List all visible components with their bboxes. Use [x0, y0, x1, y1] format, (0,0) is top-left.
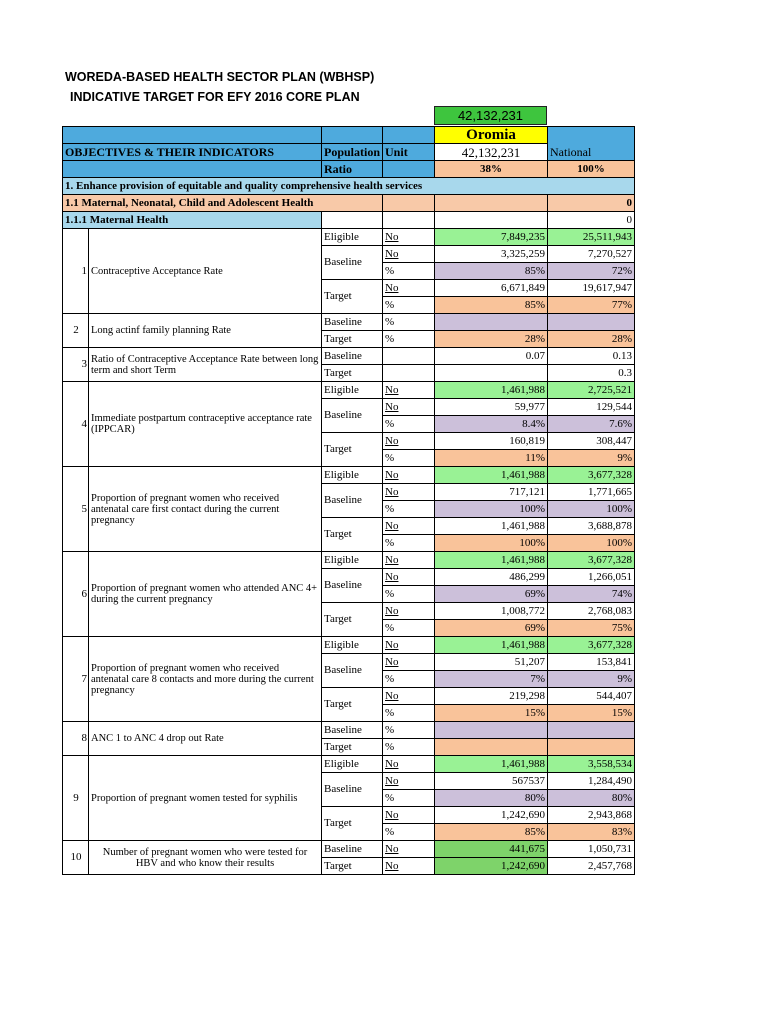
unit-no: No: [383, 773, 435, 790]
unit-pct: %: [383, 297, 435, 314]
unit-pct: %: [383, 263, 435, 280]
baseline-label: Baseline: [322, 399, 383, 433]
indicator-4-number: 4: [63, 382, 89, 467]
value-cell: 1,266,051: [548, 569, 635, 586]
value-cell: 7%: [435, 671, 548, 688]
value-cell: 1,008,772: [435, 603, 548, 620]
objectives-header: OBJECTIVES & THEIR INDICATORS: [63, 144, 322, 161]
value-cell: 75%: [548, 620, 635, 637]
value-cell: 3,688,878: [548, 518, 635, 535]
national-ratio: 100%: [548, 161, 635, 178]
unit-no: No: [383, 280, 435, 297]
unit-no: No: [383, 229, 435, 246]
value-cell: 7,849,235: [435, 229, 548, 246]
value-cell: 2,943,868: [548, 807, 635, 824]
indicator-6-number: 6: [63, 552, 89, 637]
unit-no: No: [383, 688, 435, 705]
value-cell: 100%: [435, 501, 548, 518]
ratio-header: Ratio: [322, 161, 383, 178]
target-label: Target: [322, 518, 383, 552]
indicator-5-name: Proportion of pregnant women who received antenatal care first contact during the current pregnancy: [89, 467, 322, 552]
unit-pct: %: [383, 824, 435, 841]
value-cell: 69%: [435, 620, 548, 637]
value-cell: 1,461,988: [435, 382, 548, 399]
unit-pct: %: [383, 671, 435, 688]
value-cell: 0.3: [548, 365, 635, 382]
value-cell: 9%: [548, 671, 635, 688]
indicator-2-number: 2: [63, 314, 89, 348]
indicator-1-number: 1: [63, 229, 89, 314]
value-cell: 59,977: [435, 399, 548, 416]
oromia-header: Oromia: [435, 127, 548, 144]
unit-pct: %: [383, 450, 435, 467]
oromia-ratio: 38%: [435, 161, 548, 178]
document-title: WOREDA-BASED HEALTH SECTOR PLAN (WBHSP): [65, 70, 375, 84]
value-cell: 100%: [435, 535, 548, 552]
document-subtitle: INDICATIVE TARGET FOR EFY 2016 CORE PLAN: [70, 90, 360, 104]
value-cell: 1,461,988: [435, 518, 548, 535]
population-header: Population: [322, 144, 383, 161]
indicator-10-name: Number of pregnant women who were tested for HBV and who know their results: [89, 841, 322, 875]
indicator-3-number: 3: [63, 348, 89, 382]
value-cell: 25,511,943: [548, 229, 635, 246]
unit-header: Unit: [383, 144, 435, 161]
oromia-population: 42,132,231: [435, 144, 548, 161]
value-cell: 153,841: [548, 654, 635, 671]
indicator-9-number: 9: [63, 756, 89, 841]
unit-pct: %: [383, 722, 435, 739]
value-cell: 2,725,521: [548, 382, 635, 399]
indicator-4-name: Immediate postpartum contraceptive acceptance rate (IPPCAR): [89, 382, 322, 467]
indicator-8-name: ANC 1 to ANC 4 drop out Rate: [89, 722, 322, 756]
value-cell: 3,558,534: [548, 756, 635, 773]
value-cell: 544,407: [548, 688, 635, 705]
unit-no: No: [383, 484, 435, 501]
eligible-label: Eligible: [322, 229, 383, 246]
value-cell: 15%: [435, 705, 548, 722]
indicator-5-number: 5: [63, 467, 89, 552]
national-header: National: [548, 127, 635, 161]
unit-no: No: [383, 552, 435, 569]
indicator-9-name: Proportion of pregnant women tested for syphilis: [89, 756, 322, 841]
value-cell: 28%: [548, 331, 635, 348]
value-cell: 85%: [435, 263, 548, 280]
unit-no: No: [383, 382, 435, 399]
value-cell: 100%: [548, 501, 635, 518]
eligible-label: Eligible: [322, 552, 383, 569]
section-1-1-national: 0: [548, 195, 635, 212]
value-cell: 717,121: [435, 484, 548, 501]
unit-no: No: [383, 603, 435, 620]
unit-pct: %: [383, 620, 435, 637]
value-cell: 2,768,083: [548, 603, 635, 620]
baseline-label: Baseline: [322, 314, 383, 331]
unit-no: No: [383, 654, 435, 671]
value-cell: 219,298: [435, 688, 548, 705]
target-label: Target: [322, 280, 383, 314]
unit-no: No: [383, 841, 435, 858]
target-label: Target: [322, 739, 383, 756]
unit-no: No: [383, 637, 435, 654]
indicator-8-number: 8: [63, 722, 89, 756]
value-cell: 0.13: [548, 348, 635, 365]
baseline-label: Baseline: [322, 246, 383, 280]
unit-pct: %: [383, 790, 435, 807]
unit-no: No: [383, 467, 435, 484]
value-cell: 160,819: [435, 433, 548, 450]
value-cell: 9%: [548, 450, 635, 467]
value-cell: 72%: [548, 263, 635, 280]
unit-pct: %: [383, 705, 435, 722]
target-label: Target: [322, 858, 383, 875]
value-cell: 0.07: [435, 348, 548, 365]
unit-no: No: [383, 518, 435, 535]
value-cell: 1,242,690: [435, 858, 548, 875]
indicator-7-name: Proportion of pregnant women who received antenatal care 8 contacts and more during the current pregnancy: [89, 637, 322, 722]
top-population-box: 42,132,231: [434, 106, 547, 125]
unit-no: No: [383, 433, 435, 450]
value-cell: 85%: [435, 824, 548, 841]
value-cell: 567537: [435, 773, 548, 790]
baseline-label: Baseline: [322, 773, 383, 807]
value-cell: 2,457,768: [548, 858, 635, 875]
value-cell: 3,677,328: [548, 552, 635, 569]
unit-no: No: [383, 858, 435, 875]
value-cell: 1,461,988: [435, 637, 548, 654]
value-cell: 441,675: [435, 841, 548, 858]
eligible-label: Eligible: [322, 637, 383, 654]
value-cell: 1,461,988: [435, 552, 548, 569]
indicator-2-name: Long actinf family planning Rate: [89, 314, 322, 348]
value-cell: 3,325,259: [435, 246, 548, 263]
baseline-label: Baseline: [322, 569, 383, 603]
value-cell: 28%: [435, 331, 548, 348]
unit-pct: %: [383, 501, 435, 518]
target-label: Target: [322, 433, 383, 467]
value-cell: 6,671,849: [435, 280, 548, 297]
value-cell: 83%: [548, 824, 635, 841]
unit-pct: %: [383, 416, 435, 433]
indicator-6-name: Proportion of pregnant women who attended ANC 4+ during the current pregnancy: [89, 552, 322, 637]
target-label: Target: [322, 603, 383, 637]
target-label: Target: [322, 807, 383, 841]
unit-no: No: [383, 569, 435, 586]
value-cell: 15%: [548, 705, 635, 722]
section-1-1-1-national: 0: [548, 212, 635, 229]
baseline-label: Baseline: [322, 654, 383, 688]
eligible-label: Eligible: [322, 382, 383, 399]
value-cell: 1,284,490: [548, 773, 635, 790]
value-cell: 74%: [548, 586, 635, 603]
eligible-label: Eligible: [322, 467, 383, 484]
value-cell: 1,461,988: [435, 467, 548, 484]
value-cell: 11%: [435, 450, 548, 467]
value-cell: 129,544: [548, 399, 635, 416]
target-label: Target: [322, 688, 383, 722]
value-cell: 69%: [435, 586, 548, 603]
target-label: Target: [322, 331, 383, 348]
value-cell: 486,299: [435, 569, 548, 586]
unit-no: No: [383, 807, 435, 824]
unit-no: No: [383, 246, 435, 263]
value-cell: 8.4%: [435, 416, 548, 433]
baseline-label: Baseline: [322, 841, 383, 858]
baseline-label: Baseline: [322, 348, 383, 365]
indicator-3-name: Ratio of Contraceptive Acceptance Rate between long term and short Term: [89, 348, 322, 382]
value-cell: 3,677,328: [548, 637, 635, 654]
value-cell: 1,242,690: [435, 807, 548, 824]
unit-pct: %: [383, 586, 435, 603]
unit-no: No: [383, 756, 435, 773]
baseline-label: Baseline: [322, 722, 383, 739]
value-cell: 77%: [548, 297, 635, 314]
section-1-1-1: 1.1.1 Maternal Health: [63, 212, 322, 229]
value-cell: 51,207: [435, 654, 548, 671]
baseline-label: Baseline: [322, 484, 383, 518]
value-cell: 7,270,527: [548, 246, 635, 263]
value-cell: 19,617,947: [548, 280, 635, 297]
value-cell: 7.6%: [548, 416, 635, 433]
indicator-7-number: 7: [63, 637, 89, 722]
section-1-1: 1.1 Maternal, Neonatal, Child and Adolescent Health: [63, 195, 383, 212]
target-label: Target: [322, 365, 383, 382]
indicator-10-number: 10: [63, 841, 89, 875]
value-cell: 80%: [435, 790, 548, 807]
value-cell: 100%: [548, 535, 635, 552]
unit-pct: %: [383, 314, 435, 331]
value-cell: 1,050,731: [548, 841, 635, 858]
value-cell: 1,461,988: [435, 756, 548, 773]
eligible-label: Eligible: [322, 756, 383, 773]
value-cell: 3,677,328: [548, 467, 635, 484]
indicator-table: [62, 126, 635, 875]
value-cell: 308,447: [548, 433, 635, 450]
indicator-1-name: Contraceptive Acceptance Rate: [89, 229, 322, 314]
section-1: 1. Enhance provision of equitable and quality comprehensive health services: [63, 178, 635, 195]
unit-no: No: [383, 399, 435, 416]
value-cell: 80%: [548, 790, 635, 807]
unit-pct: %: [383, 739, 435, 756]
value-cell: 1,771,665: [548, 484, 635, 501]
value-cell: 85%: [435, 297, 548, 314]
unit-pct: %: [383, 331, 435, 348]
unit-pct: %: [383, 535, 435, 552]
